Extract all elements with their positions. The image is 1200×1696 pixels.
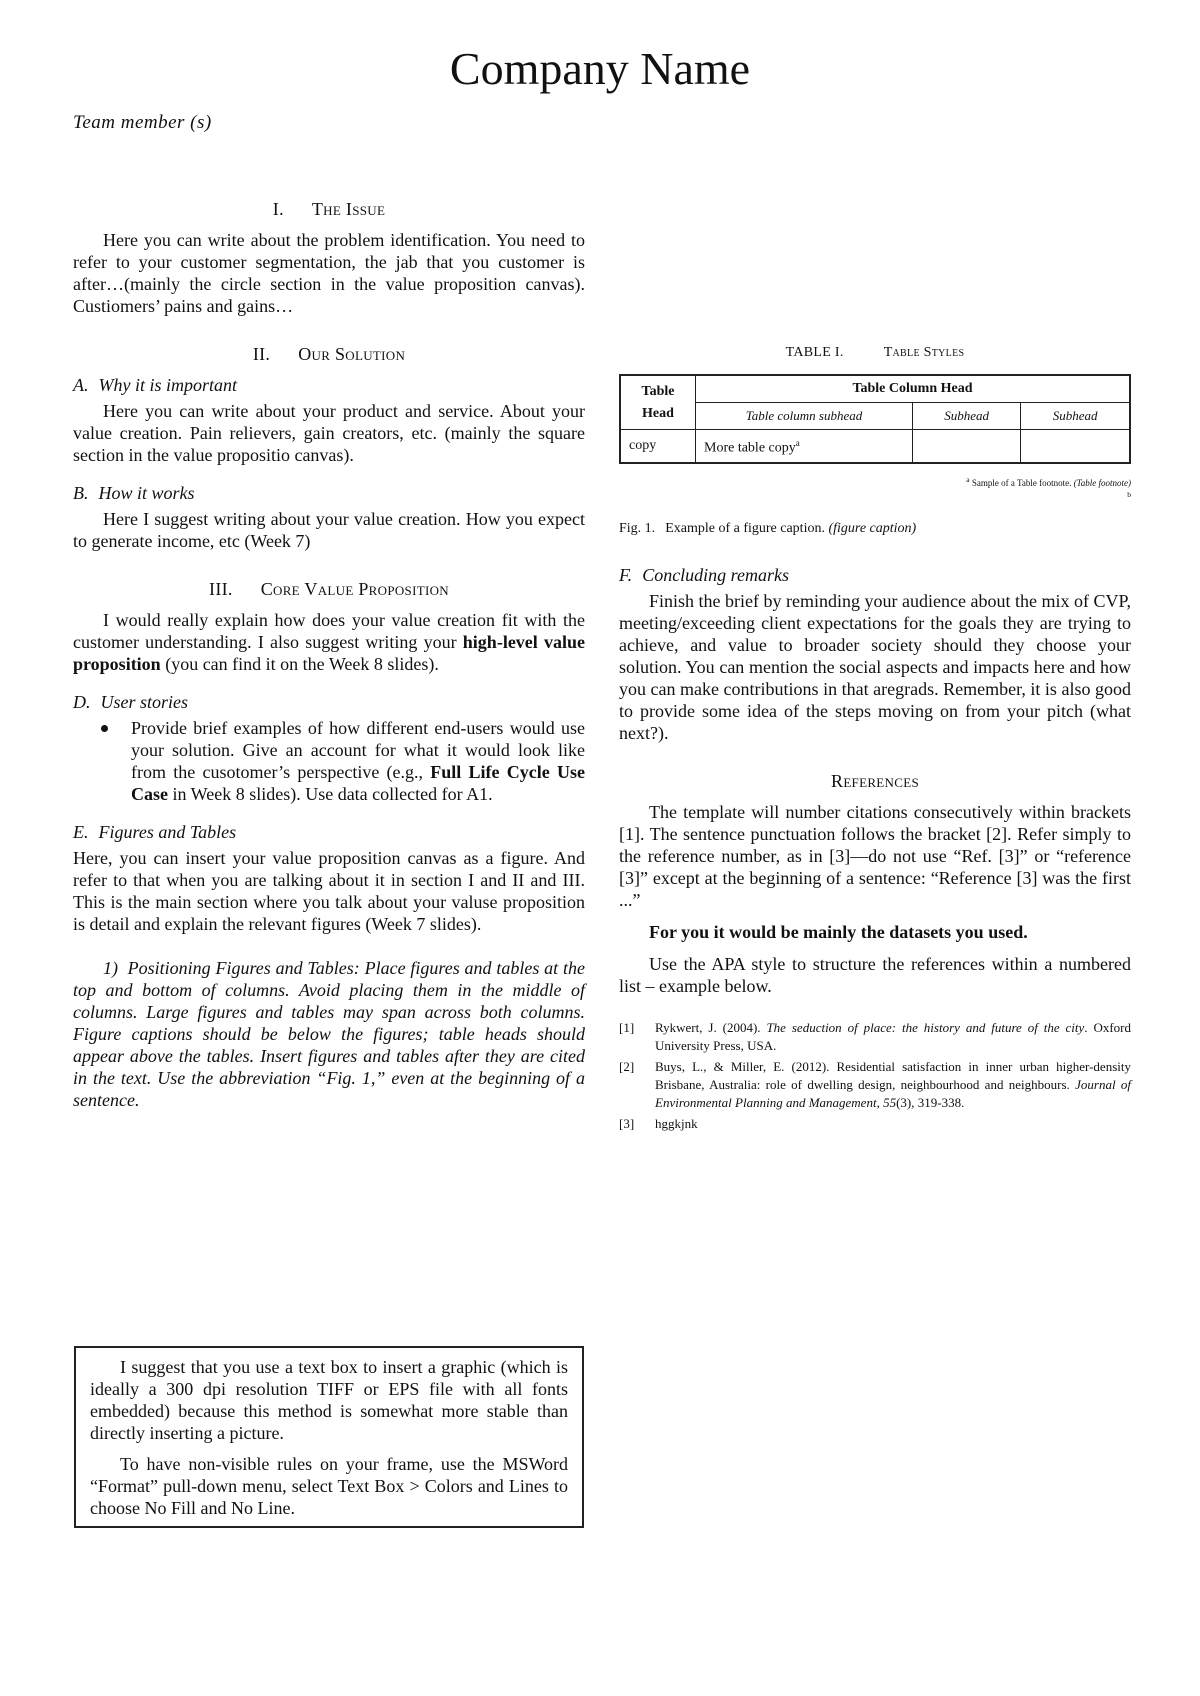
table-cell-text: More table copy xyxy=(704,440,796,456)
footnote-text: Sample of a Table footnote. xyxy=(971,477,1072,488)
table-subhead: Subhead xyxy=(1021,403,1130,430)
concluding-paragraph: Finish the brief by reminding your audience about the mix of CVP, meeting/exceeding client expectations for the goals they are trying to achieve, and value to broader society should they choose your solution. You can mention the social aspects and impacts here and how you can make contributions in that aregrads. Remember, it is also good to provide some idea of the steps moving on from your pitch (what next?). xyxy=(619,590,1131,743)
table-subhead: Subhead xyxy=(913,403,1021,430)
text-box-paragraph: I suggest that you use a text box to insert a graphic (which is ideally a 300 dpi resolution TIFF or EPS file with all fonts embedded) because this method is somewhat more stable than directly inserting a picture. xyxy=(90,1357,568,1443)
why-paragraph: Here you can write about your product and service. About your value creation. Pain relievers, gain creators, etc. (mainly the square section in the value propositio canvas). xyxy=(73,401,585,465)
subsection-number: E. xyxy=(73,822,89,842)
footnote-tag: (Table footnote) xyxy=(1073,477,1131,488)
figure-label: Fig. 1. xyxy=(619,520,656,536)
subsection-heading-how xyxy=(73,482,585,504)
reference-text-end: . Oxford University Press, USA. xyxy=(655,1019,1132,1053)
subsection-title: Why it is important xyxy=(98,375,237,395)
section-number: III. xyxy=(209,579,233,599)
reference-text-end: (3), 319-338. xyxy=(896,1094,965,1110)
reference-item xyxy=(619,1019,1131,1055)
reference-text: hggkjnk xyxy=(655,1115,698,1131)
user-stories-list xyxy=(73,717,585,805)
reference-number: [1] xyxy=(619,1019,635,1035)
text-box-paragraph: To have non-visible rules on your frame, use the MSWord “Format” pull-down menu, select Text Box > Colors and Lines to choose No Fill and No Line. xyxy=(90,1454,568,1518)
section-number: I. xyxy=(272,199,284,219)
reference-number: [3] xyxy=(619,1115,635,1131)
subsection-heading-user-stories xyxy=(73,691,585,713)
positioning-number: 1) xyxy=(103,958,118,978)
positioning-paragraph xyxy=(73,957,585,1111)
styles-table xyxy=(619,374,1131,464)
table-cell xyxy=(913,430,1021,463)
subsection-number: F. xyxy=(619,564,633,585)
left-column xyxy=(73,198,585,1111)
table-subhead: Table column subhead xyxy=(696,403,913,430)
table-head-cell: Table Head xyxy=(620,375,696,430)
table-cell xyxy=(1021,430,1130,463)
footnote-mark: a xyxy=(795,438,800,448)
positioning-text: Positioning Figures and Tables: Place figures and tables at the top and bottom of columns. Avoid placing them in the middle of columns. Large figures and tables may span across both columns. Figure captions should be below the figures; table heads should appear above the tables. Insert figures and tables after they are cited in the text. Use the abbreviation “Fig. 1,” even at the beginning of a sentence. xyxy=(73,958,585,1110)
table-caption xyxy=(619,342,1131,364)
references-bold-line: For you it would be mainly the datasets you used. xyxy=(649,921,1028,942)
subsection-number: B. xyxy=(73,483,89,503)
subsection-title: User stories xyxy=(100,692,189,712)
subsection-heading-figures xyxy=(73,821,585,843)
table-number: TABLE I. xyxy=(785,345,844,360)
section-heading-issue xyxy=(73,198,585,220)
subsection-title: Concluding remarks xyxy=(642,564,790,585)
table-cell xyxy=(696,430,913,463)
cvp-paragraph xyxy=(73,609,585,675)
footnote-mark-b: b xyxy=(1127,489,1131,499)
subsection-heading-concluding xyxy=(619,564,1131,586)
subsection-number: D. xyxy=(73,692,91,712)
section-heading-solution xyxy=(73,343,585,365)
bullet-text-start: Provide brief examples of how different end-users would use your solution. Give an account for what it would look like from the cusotomer’s perspective (e.g., xyxy=(131,718,585,782)
footnote-mark: a xyxy=(966,474,970,484)
team-members: Team member (s) xyxy=(73,112,212,133)
figures-paragraph: Here, you can insert your value proposition canvas as a figure. And refer to that when you are talking about it in section I and II and III. This is the main section where you talk about your valuse proposition is detail and explain the relevant figures (Week 7 slides). xyxy=(73,848,585,934)
document-title: Company Name xyxy=(449,43,751,94)
figure-caption-text: Example of a figure caption. xyxy=(665,520,825,536)
subsection-heading-why xyxy=(73,374,585,396)
reference-text: Buys, L., & Miller, E. (2012). Residential satisfaction in inner urban higher-density Brisbane, Australia: role of dwelling design, neighbourhood and neighbours. xyxy=(655,1058,1131,1092)
section-title: The Issue xyxy=(311,199,386,219)
cvp-text-end: (you can find it on the Week 8 slides). xyxy=(160,654,439,674)
cvp-text-start: I would really explain how does your value creation fit with the customer understanding. I also suggest writing your xyxy=(73,610,585,652)
section-number: II. xyxy=(252,344,271,364)
cvp-text-bold: high-level value proposition xyxy=(73,632,585,674)
reference-text: Rykwert, J. (2004). xyxy=(655,1019,767,1035)
subsection-number: A. xyxy=(73,375,89,395)
section-title: Our Solution xyxy=(298,344,406,364)
reference-list xyxy=(619,1019,1131,1133)
subsection-title: How it works xyxy=(98,483,195,503)
reference-item xyxy=(619,1115,1131,1133)
references-paragraph: The template will number citations consecutively within brackets [1]. The sentence punctuation follows the bracket [2]. Refer simply to the reference number, as in [3]—do not use “Ref. [3]” or “reference [3]” except at the beginning of a sentence: “Reference [3] was the first ...” xyxy=(619,801,1131,910)
table-row xyxy=(620,403,1130,430)
table-column-head: Table Column Head xyxy=(696,375,1131,403)
section-title: Core Value Proposition xyxy=(260,579,449,599)
graphic-text-box xyxy=(74,1346,584,1528)
figure-caption-tag: (figure caption) xyxy=(828,520,917,536)
subsection-title: Figures and Tables xyxy=(98,822,237,842)
right-column-content xyxy=(619,330,1131,1136)
how-paragraph: Here I suggest writing about your value creation. How you expect to generate income, etc (Week 7) xyxy=(73,509,585,551)
figure-caption xyxy=(619,518,1131,540)
issue-paragraph: Here you can write about the problem identification. You need to refer to your customer segmentation, the jab that you customer is after…(mainly the circle section in the value proposition canvas). Custiomers’ pains and gains… xyxy=(73,230,585,316)
reference-number: [2] xyxy=(619,1058,635,1074)
section-heading-cvp xyxy=(73,578,585,600)
table-title: Table Styles xyxy=(883,345,965,360)
reference-italic: Journal of Environmental Planning and Management, 55 xyxy=(655,1076,1131,1110)
bullet-text-bold: Full Life Cycle Use Case xyxy=(131,762,585,804)
section-heading-references: References xyxy=(831,770,919,791)
table-row xyxy=(620,430,1130,463)
reference-italic: The seduction of place: the history and future of the city xyxy=(766,1019,1085,1035)
apa-paragraph: Use the APA style to structure the references within a numbered list – example below. xyxy=(619,953,1131,996)
table-footnote xyxy=(619,474,1131,504)
reference-item xyxy=(619,1058,1131,1112)
table-row xyxy=(620,375,1130,403)
table-cell: copy xyxy=(620,430,696,463)
list-item xyxy=(73,717,585,805)
bullet-text-end: in Week 8 slides). Use data collected for A1. xyxy=(168,784,493,804)
